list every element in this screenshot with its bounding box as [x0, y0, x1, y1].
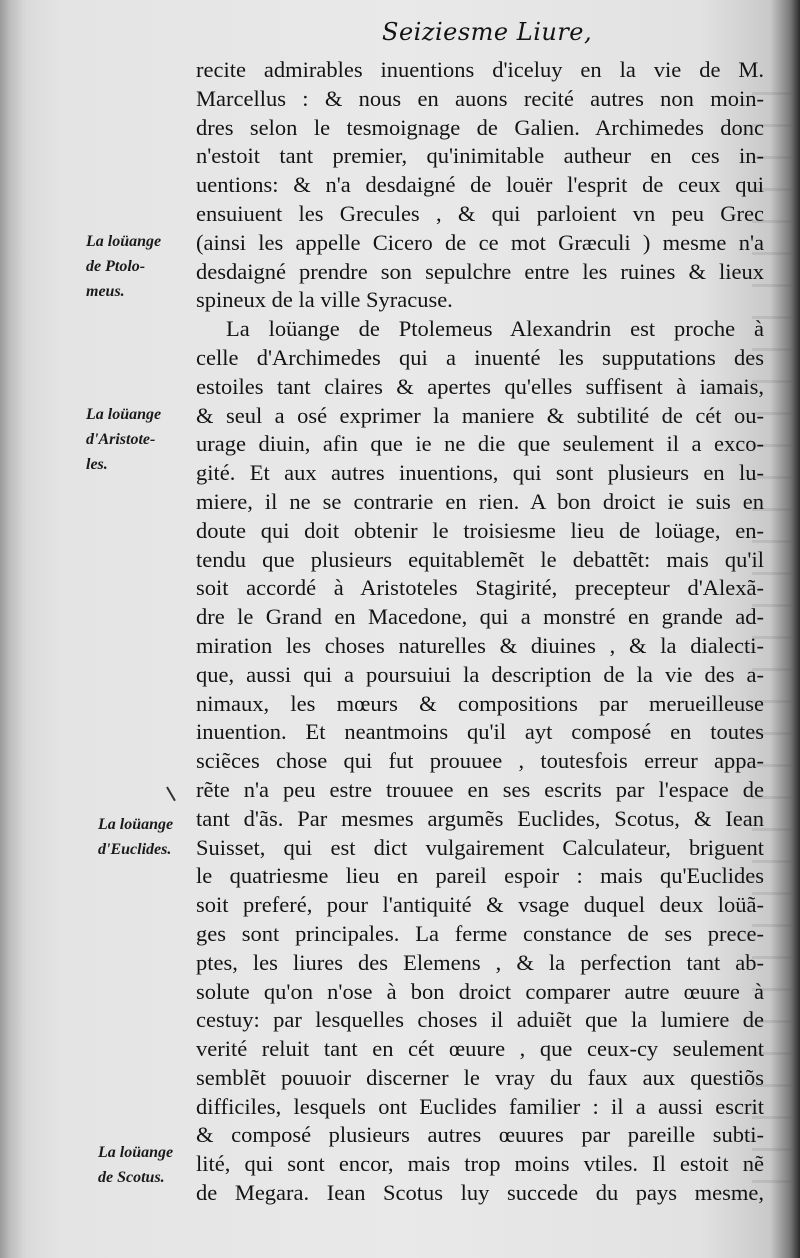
text-line: doute qui doit obtenir le troisiesme lieu de loüage, en- — [196, 517, 764, 543]
text-line: cestuy: par lesquelles choses il aduiẽt que la lumiere de — [196, 1007, 764, 1033]
text-line: solute qu'on n'ose à bon droict comparer autre œuure à — [196, 978, 764, 1004]
margin-note-aristoteles — [86, 402, 161, 477]
text-line: ges sont principales. La ferme constance de ses prece- — [196, 920, 764, 946]
text-line: Suisset, qui est dict vulgairement Calculateur, briguent — [196, 834, 764, 860]
margin-note-line: de Ptolo- — [86, 258, 146, 275]
text-line: dre le Grand en Macedone, qui a monstré en grande ad- — [196, 604, 764, 630]
stray-ink-mark — [166, 787, 175, 802]
text-line: semblẽt pouuoir discerner le vray du faux aux questiõs — [196, 1064, 764, 1090]
text-line: gité. Et aux autres inuentions, qui sont plusieurs en lu- — [196, 460, 764, 486]
margin-note-line: d'Euclides. — [98, 841, 172, 858]
text-line: de Megara. Iean Scotus luy succede du pays mesme, — [196, 1180, 764, 1206]
text-line: nimaux, les mœurs & compositions par merueilleuse — [196, 690, 764, 716]
text-line: dres selon le tesmoignage de Galien. Archimedes donc — [196, 114, 764, 140]
text-line: uentions: & n'a desdaigné de louër l'esprit de ceux qui — [196, 172, 764, 198]
margin-note-line: La loüange — [98, 1144, 174, 1161]
text-line: urage diuin, afin que ie ne die que seulement il a exco- — [196, 431, 764, 457]
text-line: Marcellus : & nous en auons recité autres non moin- — [196, 85, 764, 111]
text-line: difficiles, lesquels ont Euclides familier : il a aussi escrit — [196, 1093, 764, 1119]
text-line: & seul a osé exprimer la maniere & subtilité de cét ou- — [196, 402, 764, 428]
margin-note-ptolemeus — [86, 229, 161, 304]
margin-note-line: La loüange — [98, 816, 174, 833]
margin-note-euclides — [98, 812, 173, 862]
margin-note-line: de Scotus. — [98, 1169, 165, 1186]
text-line: verité reluit tant en cét œuure , que ceux-cy seulement — [196, 1036, 764, 1062]
text-line: rẽte n'a peu estre trouuee en ses escrits par l'espace de — [196, 776, 764, 802]
text-line: celle d'Archimedes qui a inuenté les supputations des — [196, 344, 764, 370]
text-line: que, aussi qui a poursuiui la description de la vie des a- — [196, 661, 764, 687]
text-line: lité, qui sont encor, mais trop moins vtiles. Il estoit nẽ — [196, 1151, 764, 1177]
text-line: spineux de la ville Syracuse. — [196, 287, 453, 313]
text-line: tendu que plusieurs equitablemẽt le debattẽt: mais qu'il — [196, 546, 764, 572]
text-line: soit preferé, pour l'antiquité & vsage duquel deux loüã- — [196, 892, 764, 918]
text-line: La loüange de Ptolemeus Alexandrin est proche à — [226, 316, 764, 342]
text-line: ensuiuent les Grecules , & qui parloient vn peu Grec — [196, 200, 764, 226]
margin-note-scotus — [98, 1140, 173, 1190]
text-line: recite admirables inuentions d'iceluy en la vie de M. — [196, 57, 764, 82]
text-line: sciẽces chose qui fut prouuee , toutesfois erreur appa- — [196, 748, 764, 774]
text-line: tant d'ãs. Par mesmes argumẽs Euclides, Scotus, & Iean — [196, 805, 764, 831]
text-line: miration les choses naturelles & diuines , & la dialecti- — [196, 632, 764, 658]
text-line: miere, il ne se contrarie en rien. A bon droict ie suis en — [196, 488, 764, 514]
text-line: soit accordé à Aristoteles Stagirité, precepteur d'Alexã- — [196, 575, 764, 601]
margin-note-line: La loüange — [86, 233, 162, 250]
margin-note-line: La loüange — [86, 406, 162, 423]
running-head: Seiziesme Liure, — [382, 18, 593, 46]
text-line: estoiles tant claires & apertes qu'elles suffisent à iamais, — [196, 373, 764, 399]
text-line: & composé plusieurs autres œuures par pareille subti- — [196, 1122, 764, 1148]
body-text — [196, 56, 764, 1208]
margin-note-line: d'Aristote- — [86, 431, 156, 448]
text-line: inuention. Et neantmoins qu'il ayt composé en toutes — [196, 719, 764, 745]
text-line: n'estoit tant premier, qu'inimitable autheur en ces in- — [196, 143, 764, 169]
text-line: (ainsi les appelle Cicero de ce mot Græculi ) mesme n'a — [196, 229, 764, 255]
text-line: ptes, les liures des Elemens , & la perfection tant ab- — [196, 949, 764, 975]
text-line: desdaigné prendre son sepulchre entre les ruines & lieux — [196, 258, 764, 284]
text-line: le quatriesme lieu en pareil espoir : mais qu'Euclides — [196, 863, 764, 889]
margin-note-line: meus. — [86, 283, 125, 300]
margin-note-line: les. — [86, 456, 108, 473]
